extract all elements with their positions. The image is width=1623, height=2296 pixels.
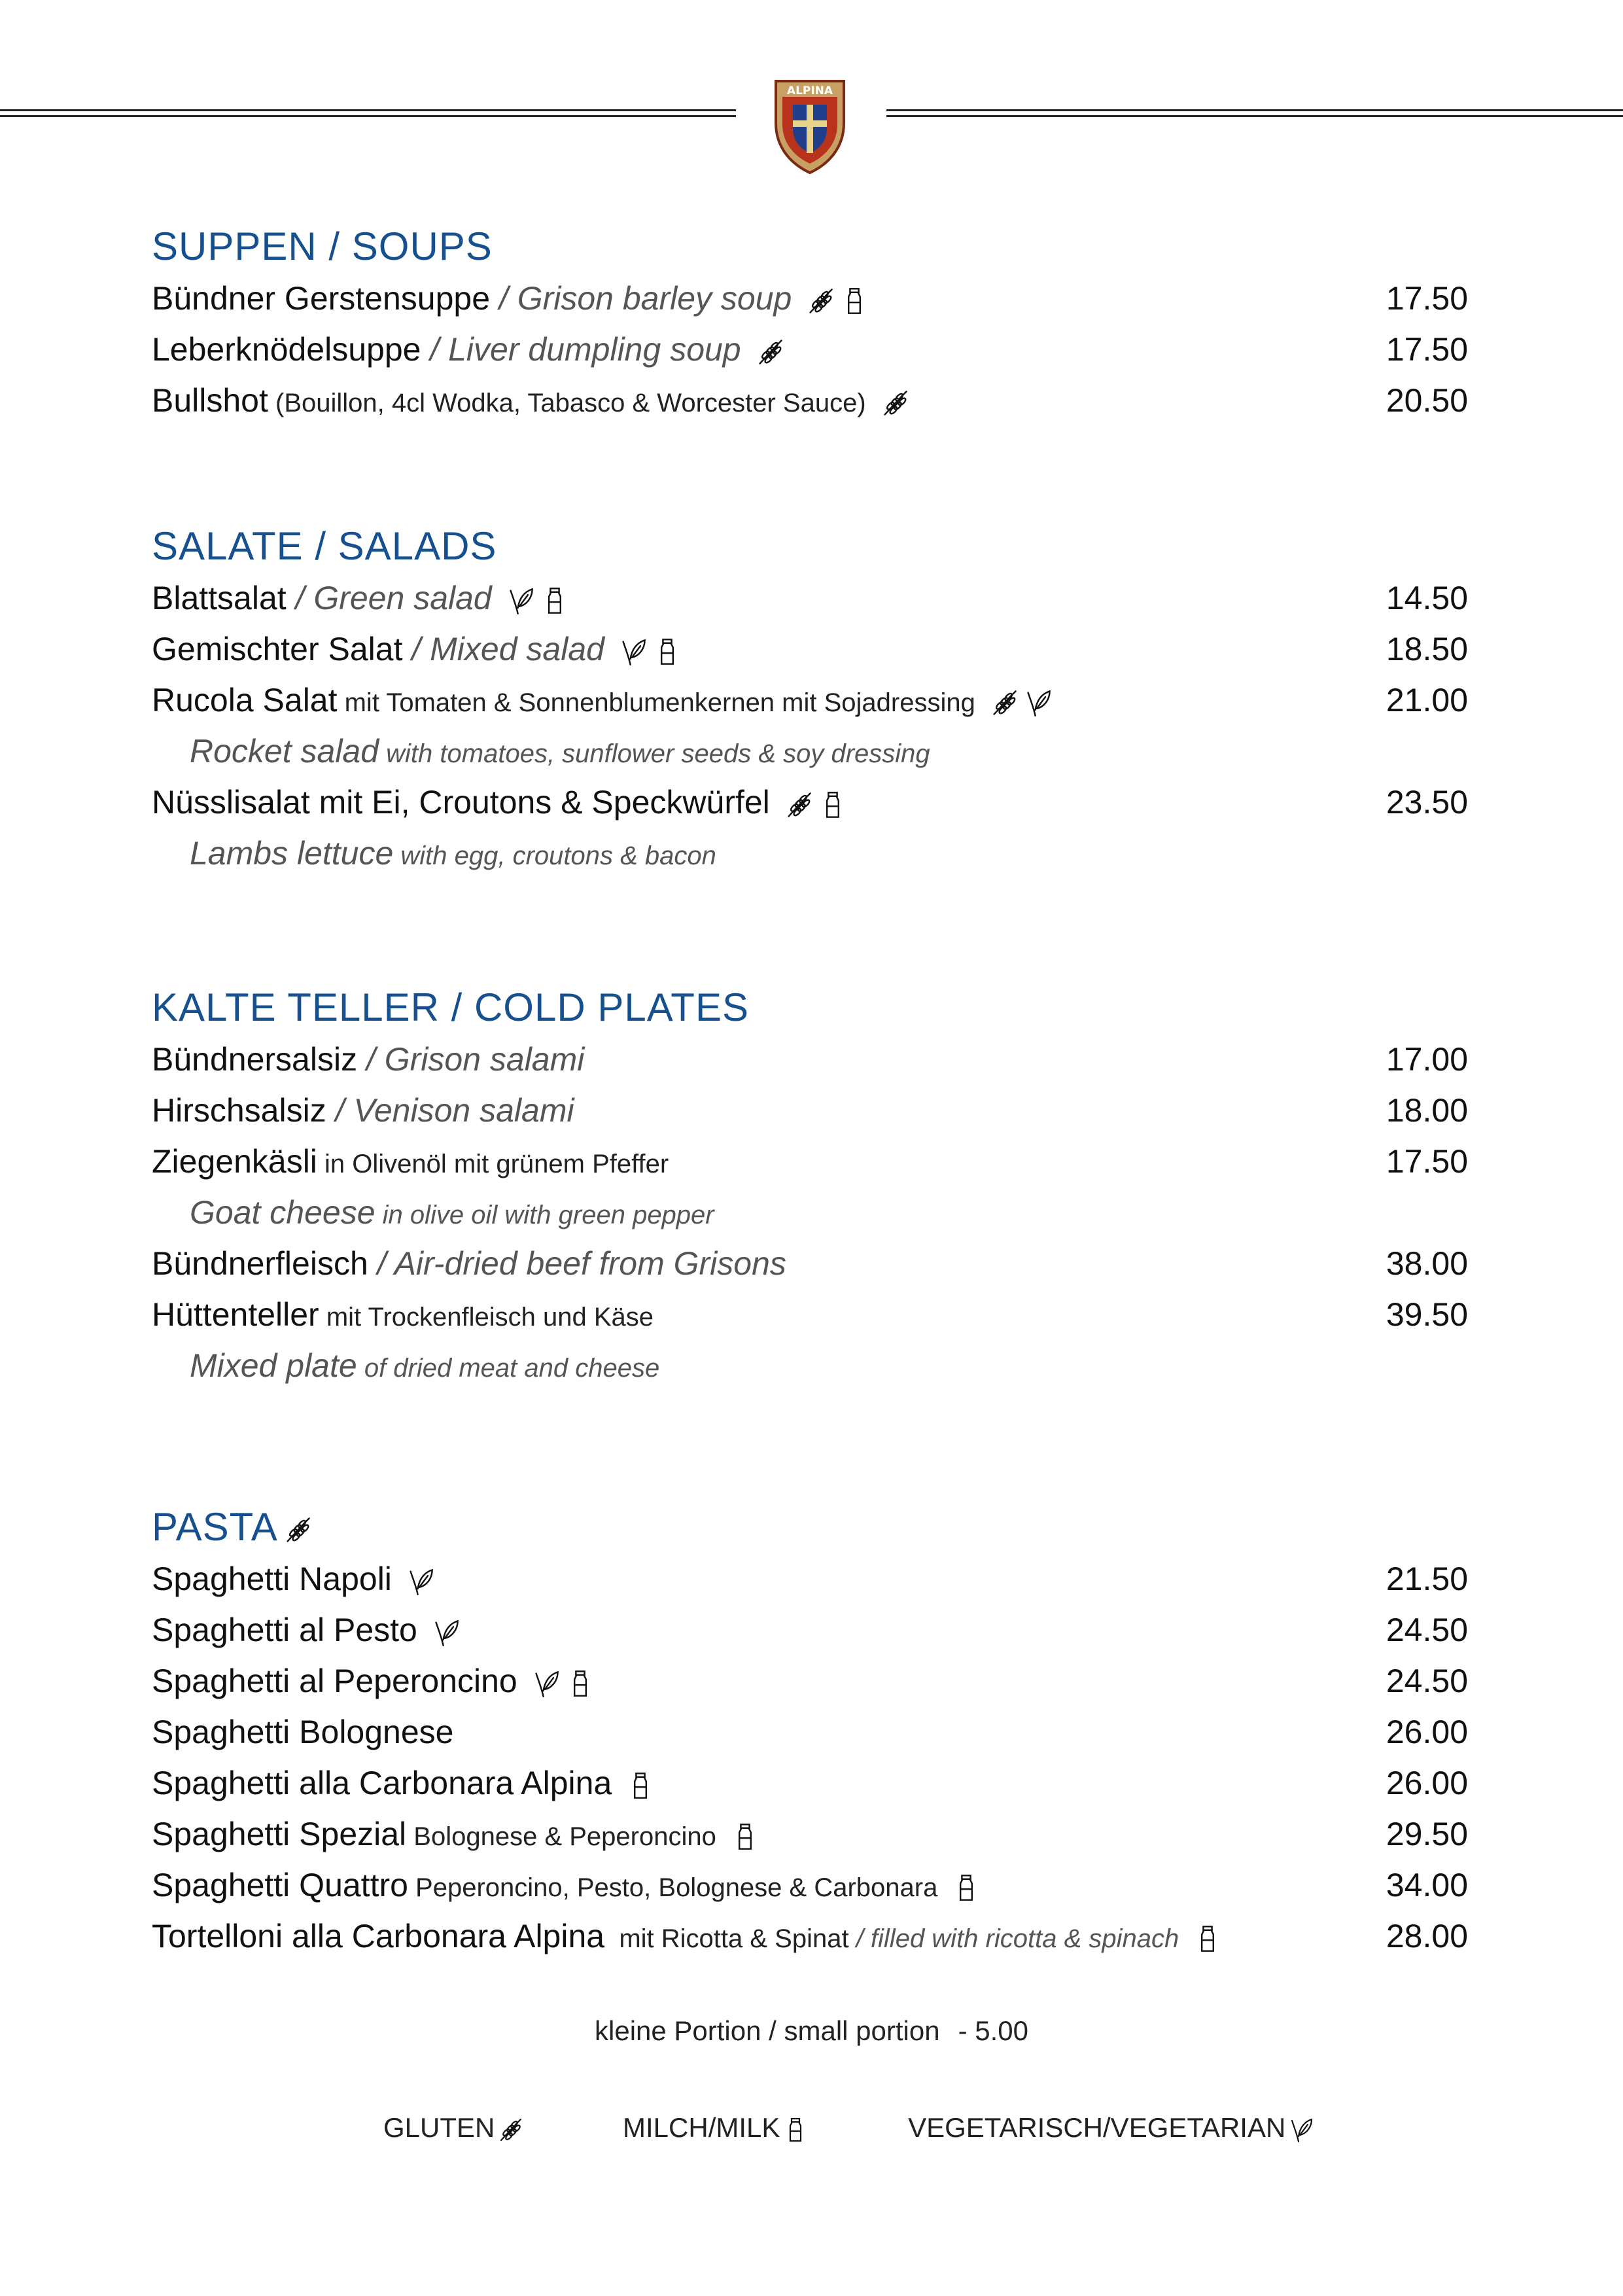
menu-item: Bündnerfleisch / Air-dried beef from Grisons 38.00: [152, 1238, 1473, 1289]
section-soups: [152, 221, 1473, 426]
menu-item: Spaghetti Napoli 21.50: [152, 1553, 1473, 1604]
price: 26.00: [1386, 1765, 1468, 1801]
legend-gluten: GLUTEN: [383, 2112, 523, 2145]
section-title: SUPPEN / SOUPS: [152, 224, 493, 268]
price: 24.50: [1386, 1612, 1468, 1648]
section-pasta: [152, 1501, 1473, 1962]
wheat-icon: [881, 387, 909, 419]
milk-bottle-icon: [566, 1667, 595, 1700]
price: 21.00: [1386, 682, 1468, 718]
header-rule-right: [886, 109, 1623, 117]
price: 38.00: [1386, 1245, 1468, 1282]
leaf-icon: [506, 584, 535, 617]
leaf-icon: [1288, 2115, 1314, 2145]
section-title: SALATE / SALADS: [152, 524, 497, 568]
leaf-icon: [406, 1565, 435, 1598]
leaf-icon: [432, 1616, 461, 1649]
menu-item: Gemischter Salat / Mixed salad 18.50: [152, 624, 1473, 675]
menu-item-translation: Lambs lettuce with egg, croutons & bacon: [190, 835, 716, 872]
price: 29.50: [1386, 1816, 1468, 1852]
menu-item: Leberknödelsuppe / Liver dumpling soup 17.50: [152, 324, 1473, 375]
leaf-icon: [619, 635, 648, 668]
menu-item: Spaghetti al Pesto 24.50: [152, 1604, 1473, 1655]
price: 23.50: [1386, 784, 1468, 821]
price: 18.50: [1386, 631, 1468, 667]
menu-item: Hirschsalsiz / Venison salami 18.00: [152, 1085, 1473, 1136]
menu-item: Bündnersalsiz / Grison salami 17.00: [152, 1034, 1473, 1085]
leaf-icon: [1024, 686, 1053, 719]
wheat-icon: [990, 686, 1019, 719]
milk-bottle-icon: [952, 1871, 981, 1904]
milk-bottle-icon: [782, 2115, 809, 2145]
menu-item: Tortelloni alla Carbonara Alpina mit Ricotta & Spinat / filled with ricotta & spinach 28.00: [152, 1911, 1473, 1962]
menu-item-translation: Rocket salad with tomatoes, sunflower seeds & soy dressing: [190, 733, 930, 769]
milk-bottle-icon: [1193, 1922, 1222, 1955]
price: 21.50: [1386, 1561, 1468, 1597]
legend-vegetarian: VEGETARISCH/VEGETARIAN: [908, 2112, 1314, 2145]
section-title: KALTE TELLER / COLD PLATES: [152, 985, 749, 1029]
price: 14.50: [1386, 580, 1468, 616]
wheat-icon: [806, 285, 835, 317]
section-salads: [152, 520, 1473, 879]
wheat-icon: [497, 2115, 523, 2145]
price: 17.00: [1386, 1041, 1468, 1078]
allergen-legend: [383, 2112, 1314, 2145]
menu-item: Hüttenteller mit Trockenfleisch und Käse 39.50: [152, 1289, 1473, 1340]
menu-item: Rucola Salat mit Tomaten & Sonnenblumenkernen mit Sojadressing 21.00: [152, 675, 1473, 726]
price: 17.50: [1386, 331, 1468, 368]
small-portion-note: kleine Portion / small portion - 5.00: [595, 2015, 1028, 2046]
menu-item-translation: Goat cheese in olive oil with green pepper: [190, 1194, 714, 1231]
menu-item: Blattsalat / Green salad 14.50: [152, 573, 1473, 624]
section-title: PASTA: [152, 1501, 1473, 1553]
menu-item: Spaghetti Bolognese 26.00: [152, 1706, 1473, 1757]
price: 28.00: [1386, 1918, 1468, 1954]
price: 39.50: [1386, 1296, 1468, 1333]
wheat-icon: [283, 1513, 312, 1546]
header-rule-left: [0, 109, 736, 117]
milk-bottle-icon: [626, 1769, 655, 1802]
alpina-crest-icon: [771, 77, 849, 175]
price: 24.50: [1386, 1663, 1468, 1699]
price: 26.00: [1386, 1714, 1468, 1750]
menu-item-translation: Mixed plate of dried meat and cheese: [190, 1347, 660, 1384]
menu-item: Bündner Gerstensuppe / Grison barley soup 17.50: [152, 273, 1473, 324]
menu-item: Spaghetti Quattro Peperoncino, Pesto, Bolognese & Carbonara 34.00: [152, 1860, 1473, 1911]
milk-bottle-icon: [540, 584, 569, 617]
section-cold-plates: [152, 981, 1473, 1391]
price: 17.50: [1386, 280, 1468, 317]
price: 18.00: [1386, 1092, 1468, 1129]
wheat-icon: [784, 788, 813, 821]
price: 20.50: [1386, 382, 1468, 419]
svg-text:ALPINA: ALPINA: [786, 84, 833, 97]
legend-milk: MILCH/MILK: [623, 2112, 809, 2145]
menu-item: Bullshot (Bouillon, 4cl Wodka, Tabasco & Worcester Sauce) 20.50: [152, 375, 1473, 426]
milk-bottle-icon: [731, 1820, 759, 1853]
menu-item: Spaghetti alla Carbonara Alpina 26.00: [152, 1757, 1473, 1809]
milk-bottle-icon: [653, 635, 682, 668]
wheat-icon: [756, 336, 784, 368]
menu-item: Nüsslisalat mit Ei, Croutons & Speckwürfel 23.50: [152, 777, 1473, 828]
leaf-icon: [532, 1667, 561, 1700]
price: 17.50: [1386, 1143, 1468, 1180]
menu-item: Spaghetti Spezial Bolognese & Peperoncino 29.50: [152, 1809, 1473, 1860]
milk-bottle-icon: [840, 285, 869, 317]
milk-bottle-icon: [818, 788, 847, 821]
price: 34.00: [1386, 1867, 1468, 1903]
menu-item: Spaghetti al Peperoncino 24.50: [152, 1655, 1473, 1706]
menu-item: Ziegenkäsli in Olivenöl mit grünem Pfeffer 17.50: [152, 1136, 1473, 1187]
